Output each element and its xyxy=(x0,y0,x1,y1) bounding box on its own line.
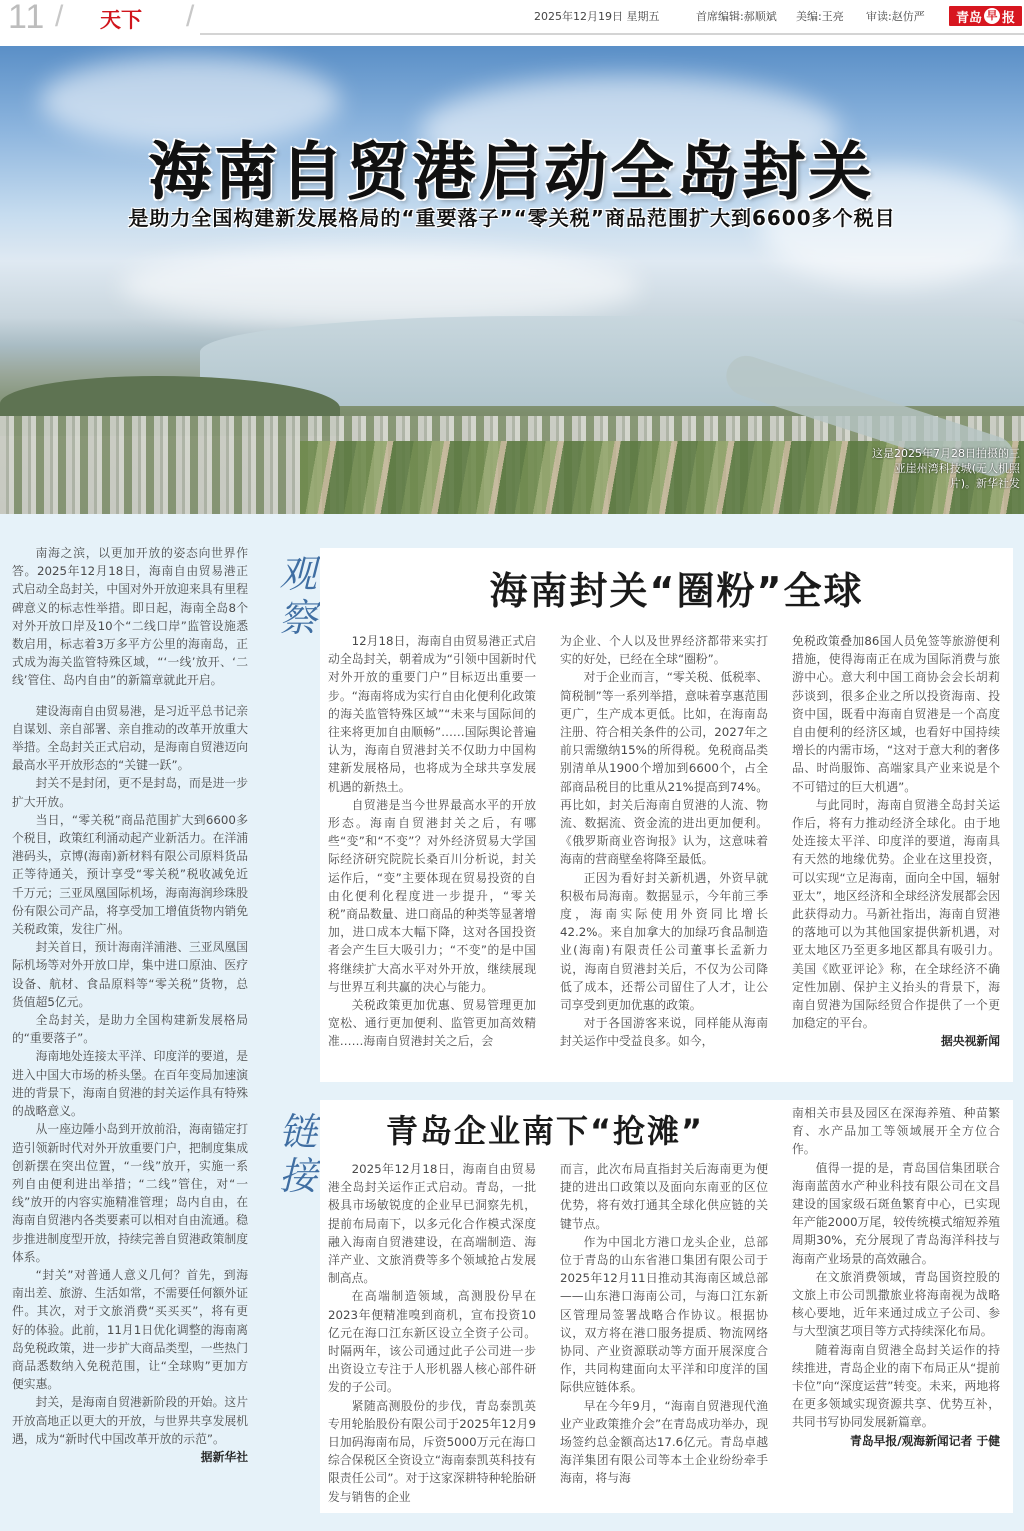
link-label: 链接 xyxy=(278,1110,317,1198)
paragraph: 封关，是海南自贸港新阶段的开始。这片开放高地正以更大的开放，与世界共享发展机遇，成为“新时代中国改革开放的示范”。 xyxy=(12,1395,248,1446)
paragraph: 封关首日，预计海南洋浦港、三亚凤凰国际机场等对外开放口岸，集中进口原油、医疗设备、航材、食品原料等“零关税”货物，总货值超5亿元。 xyxy=(12,940,248,1009)
paragraph: 南相关市县及园区在深海养殖、种苗繁育、水产品加工等领域展开全方位合作。 xyxy=(792,1106,1000,1157)
paragraph: 紧随高测股份的步伐，青岛泰凯英专用轮胎股份有限公司于2025年12月9日加码海南布局，斥资5000万元在海口综合保税区全资设立“海南泰凯英科技有限责任公司”。对于这家深耕特种轮胎研发与销售的企业 xyxy=(328,1398,536,1504)
logo-text-left: 青岛 xyxy=(955,10,982,26)
photo-caption: 这是2025年7月28日拍摄的三亚崖州湾科技城(无人机照片)。新华社发 xyxy=(872,447,1020,490)
page-number: 11 xyxy=(8,0,46,36)
article-source: 据央视新闻 xyxy=(941,1034,1000,1049)
section-name: 天下 xyxy=(100,8,142,32)
paragraph: 而言，此次布局直指封关后海南更为便捷的进出口政策以及面向东南亚的区位优势，将有效打通其全球化供应链的关键节点。 xyxy=(560,1162,768,1231)
main-headline: 海南自贸港启动全岛封关 xyxy=(148,135,875,208)
logo-emblem-icon: 早 xyxy=(984,8,1000,24)
paragraph: 对于企业而言，“零关税、低税率、简税制”等一系列举措，意味着享惠范围更广，生产成本更低。比如，在海南岛注册、符合相关条件的公司，2027年之前只需缴纳15%的所得税。免税商品类别清单从1900个增加到6600个，占全部商品税目的比重从21%提高到74%。再比如，封关后海南自贸港的人流、物流、数据流、资金流的进出更加便利。《俄罗斯商业咨询报》认为，这意味着海南的营商壁垒将降至最低。 xyxy=(560,670,768,867)
logo-text-right: 报 xyxy=(1002,10,1016,26)
paragraph: 正因为看好封关新机遇，外资早就积极布局海南。数据显示，今年前三季度，海南实际使用外资同比增长42.2%。来自加拿大的加绿巧食品制造业(海南)有限责任公司董事长孟新力说，海南自贸港封关后，不仅为公司降低了成本，还帮公司留住了人才，让公司享受到更加优惠的政策。 xyxy=(560,870,768,1013)
paragraph: 关税政策更加优惠、贸易管理更加宽松、通行更加便利、监管更加高效精准……海南自贸港封关之后，会 xyxy=(328,998,536,1049)
paragraph: 2025年12月18日，海南自由贸易港全岛封关运作正式启动。青岛，一批极具市场敏锐度的企业早已洞察先机，提前布局南下，以多元化合作模式深度融入海南自贸港建设，在高端制造、海洋产业、文旅消费等多个领域抢占发展制高点。 xyxy=(328,1162,536,1286)
paragraph: 全岛封关，是助力全国构建新发展格局的“重要落子”。 xyxy=(12,1013,248,1046)
proofreader: 审读:赵仿严 xyxy=(866,10,925,23)
cloud-shape xyxy=(120,246,640,326)
chief-editor: 首席编辑:郝顺斌 xyxy=(696,10,777,23)
link-column-3 xyxy=(792,1104,1000,1450)
hero-photo xyxy=(0,46,1024,514)
link-panel xyxy=(320,1100,1013,1513)
paragraph: 随着海南自贸港全岛封关运作的持续推进，青岛企业的南下布局正从“提前卡位”向“深度运营”转变。未来，两地将在更多领域实现资源共享、优势互补，共同书写协同发展新篇章。 xyxy=(792,1342,1000,1430)
newspaper-logo xyxy=(949,6,1022,26)
paragraph: 在文旅消费领域，青岛国资控股的文旅上市公司凯撒旅业将海南视为战略核心要地，近年来通过成立子公司、参与大型演艺项目等方式持续深化布局。 xyxy=(792,1269,1000,1339)
paragraph: 作为中国北方港口龙头企业，总部位于青岛的山东省港口集团有限公司于2025年12月11日推动其海南区域总部——山东港口海南公司，与海口江东新区管理局签署战略合作协议。根据协议，双方将在港口服务提质、物流网络协同、产业资源联动等方面开展深度合作，共同构建面向太平洋和印度洋的国际供应链体系。 xyxy=(560,1234,768,1395)
paragraph: 从一座边陲小岛到开放前沿，海南锚定打造引领新时代对外开放重要门户，把制度集成创新摆在突出位置，“一线”放开，实施一系列自由便利进出举措；“二线”管住，对“一线”放开的内容实施精准管理；岛内自由，在海南自贸港内各类要素可以相对自由流通。稳步推进制度型开放，持续完善自贸港政策制度体系。 xyxy=(12,1122,248,1264)
observe-column-2 xyxy=(560,632,768,1051)
paragraph: 12月18日，海南自由贸易港正式启动全岛封关，朝着成为“引领中国新时代对外开放的重要门户”目标迈出重要一步。“海南将成为实行自由化便利化政策的海关监管特殊区域”“未来与国际间的往来将更加自由顺畅”……国际舆论普遍认为，海南自贸港封关不仅助力中国构建新发展格局，也将成为全球共享发展机遇的新热土。 xyxy=(328,634,536,794)
issue-date: 2025年12月19日 星期五 xyxy=(534,10,660,23)
link-title: 青岛企业南下“抢滩” xyxy=(386,1112,705,1150)
paragraph: 对于各国游客来说，同样能从海南封关运作中受益良多。如今， xyxy=(560,1016,768,1049)
article-byline: 青岛早报/观海新闻记者 于健 xyxy=(850,1433,1000,1448)
paragraph: 建设海南自由贸易港，是习近平总书记亲自谋划、亲自部署、亲自推动的改革开放重大举措。全岛封关正式启动，是海南自贸港迈向最高水平开放形态的“关键一跃”。 xyxy=(12,703,248,773)
observe-title: 海南封关“圈粉”全球 xyxy=(489,569,864,613)
paragraph: 当日，“零关税”商品范围扩大到6600多个税目，政策红利涌动起产业新活力。在洋浦港码头，京博(海南)新材料有限公司原料货品正等待通关，预计享受“零关税”税收减免近千万元；三亚凤凰国际机场，海南海润珍珠股份有限公司产品，将享受加工增值货物内销免关税政策，发往广州。 xyxy=(12,812,248,937)
art-editor: 美编:王亮 xyxy=(796,10,844,23)
observe-label: 观察 xyxy=(278,552,317,640)
page-masthead xyxy=(0,0,1024,36)
paragraph: 封关不是封闭，更不是封岛，而是进一步扩大开放。 xyxy=(12,776,248,809)
article-source: 据新华社 xyxy=(200,1449,248,1464)
link-column-2 xyxy=(560,1160,768,1488)
paragraph: 值得一提的是，青岛国信集团联合海南蓝茵水产种业科技有限公司在文昌建设的国家级石斑鱼繁育中心，已实现年产能2000万尾，较传统模式缩短养殖周期30%，充分展现了青岛海洋科技与海南产业场景的高效融合。 xyxy=(792,1160,1000,1266)
paragraph: “封关”对普通人意义几何？首先，到海南出差、旅游、生活如常，不需要任何额外证件。其次，对于文旅消费“买买买”，将有更好的体验。此前，11月1日优化调整的海南离岛免税政策，进一步扩大商品类型，一些热门商品悉数纳入免税范围，让“全球购”更加方便实惠。 xyxy=(12,1267,248,1392)
paragraph: 南海之滨，以更加开放的姿态向世界作答。2025年12月18日，海南自由贸易港正式启动全岛封关，中国对外开放迎来具有里程碑意义的标志性举措。即日起，海南全岛8个对外开放口岸及10个“二线口岸”监管设施悉数启用，标志着3万多平方公里的海南岛，正式成为海关监管特殊区域，“‘一线’放开、‘二线’管住、岛内自由”的新篇章就此开启。 xyxy=(12,546,248,688)
observe-column-3 xyxy=(792,632,1000,1051)
paragraph: 在高端制造领域，高测股份早在2023年便精准嗅到商机，宣布投资10亿元在海口江东新区设立全资子公司。时隔两年，该公司通过此子公司进一步出资设立专注于人形机器人核心部件研发的子公司。 xyxy=(328,1289,536,1395)
paragraph: 免税政策叠加86国人员免签等旅游便利措施，使得海南正在成为国际消费与旅游中心。意大利中国工商协会会长胡莉莎谈到，很多企业之所以投资海南、投资中国，既看中海南自贸港是一个高度自由便利的经济区域，也看好中国持续增长的内需市场，“这对于意大利的奢侈品、时尚服饰、高端家具产业来说是个不可错过的巨大机遇”。 xyxy=(792,634,1000,794)
observe-column-1 xyxy=(328,632,536,1051)
paragraph: 与此同时，海南自贸港全岛封关运作后，将有力推动经济全球化。由于地处连接太平洋、印度洋的要道，海南具有天然的地缘优势。企业在这里投资，可以实现“立足海南，面向全中国，辐射亚太”，地区经济和全球经济发展都会因此获得动力。马新社指出，海南自贸港的落地可以为其他国家提供新机遇，对亚太地区乃至更多地区都具有吸引力。美国《欧亚评论》称，在全球经济不确定性加剧、保护主义抬头的背景下，海南自贸港为国际经贸合作提供了一个更加稳定的平台。 xyxy=(792,797,1000,1031)
sea-shape xyxy=(200,316,1024,406)
sub-headline: 是助力全国构建新发展格局的“重要落子”“零关税”商品范围扩大到6600多个税目 xyxy=(128,206,896,230)
paragraph: 海南地处连接太平洋、印度洋的要道，是进入中国大市场的桥头堡。在百年变局加速演进的背景下，海南自贸港的封关运作具有特殊的战略意义。 xyxy=(12,1049,248,1119)
divider-slash: / xyxy=(186,0,195,33)
paragraph: 自贸港是当今世界最高水平的开放形态。海南自贸港封关之后，有哪些“变”和“不变”？对外经济贸易大学国际经济研究院院长桑百川分析说，封关运作后，“变”主要体现在贸易投资的自由化便利化程度进一步提升，“零关税”商品数量、进口商品的种类等显著增加，进口成本大幅下降，这对各国投资者会产生巨大吸引力；“不变”的是中国将继续扩大高水平对外开放，继续展现与世界互利共赢的决心与能力。 xyxy=(328,797,536,994)
header-rule xyxy=(200,33,1024,35)
lead-article xyxy=(12,544,248,1466)
observe-panel xyxy=(320,548,1013,1082)
paragraph: 为企业、个人以及世界经济都带来实打实的好处，已经在全球“圈粉”。 xyxy=(560,634,768,667)
link-column-1 xyxy=(328,1160,536,1506)
paragraph: 早在今年9月，“海南自贸港现代渔业产业政策推介会”在青岛成功举办，现场签约总金额高达17.6亿元。青岛卓越海洋集团有限公司等本土企业纷纷牵手海南，将与海 xyxy=(560,1398,768,1486)
divider-slash: / xyxy=(55,0,64,33)
